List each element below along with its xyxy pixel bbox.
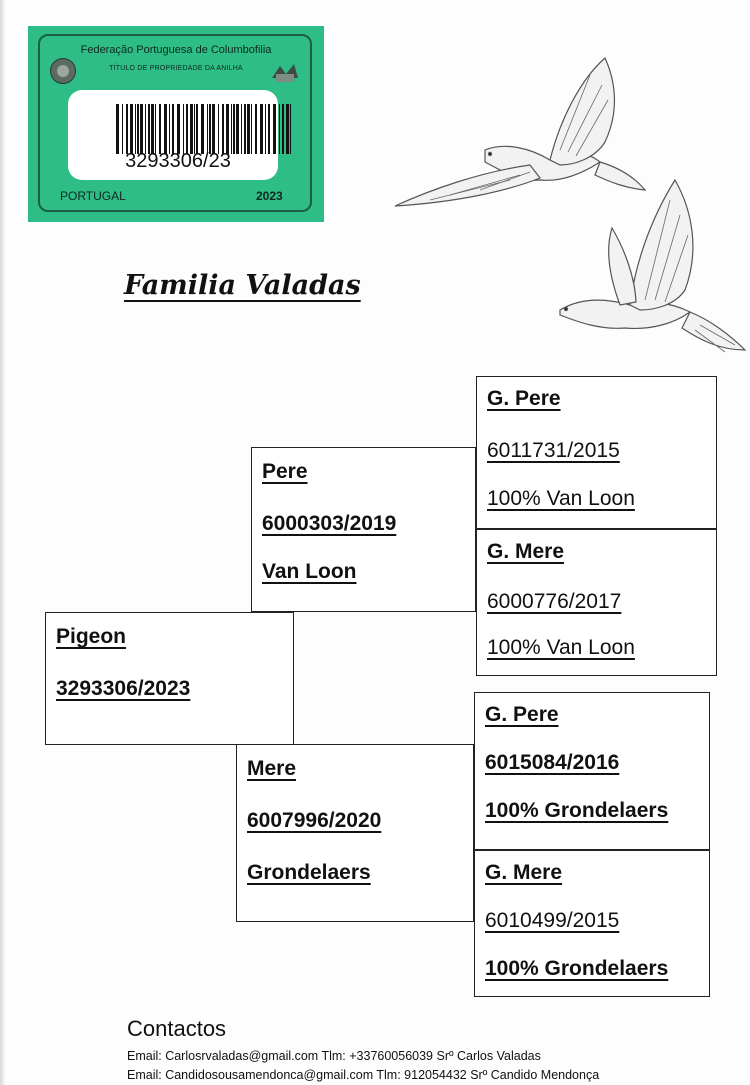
dam-dam-label: G. Mere: [485, 861, 563, 884]
barcode: [116, 104, 292, 154]
doves-illustration: [390, 50, 750, 365]
dam-dam-ring: 6010499/2015: [485, 909, 620, 932]
card-country: PORTUGAL: [60, 189, 126, 203]
sire-sire-label: G. Pere: [487, 387, 561, 410]
card-organization: Federação Portuguesa de Columbofilia: [80, 44, 272, 56]
dam-dam-breed: 100% Grondelaers: [485, 957, 669, 980]
dam-dam-box: [474, 850, 710, 997]
sire-box: [251, 447, 476, 612]
ring-ownership-card: [28, 26, 324, 222]
sire-dam-ring: 6000776/2017: [487, 590, 622, 613]
dam-sire-label: G. Pere: [485, 703, 559, 726]
sire-ring: 6000303/2019: [262, 512, 397, 535]
family-title: Familia Valadas: [124, 270, 361, 301]
barcode-panel: [68, 90, 278, 180]
dam-breed: Grondelaers: [247, 861, 371, 884]
dam-sire-ring: 6015084/2016: [485, 751, 620, 774]
dam-label: Mere: [247, 757, 297, 780]
dam-sire-box: [474, 692, 710, 850]
pigeon-box: [45, 612, 294, 745]
sire-sire-breed: 100% Van Loon: [487, 487, 635, 510]
sire-dam-breed: 100% Van Loon: [487, 636, 635, 659]
sire-label: Pere: [262, 460, 308, 483]
dam-sire-breed: 100% Grondelaers: [485, 799, 669, 822]
barcode-number: 3293306/23: [125, 150, 231, 172]
pigeon-label: Pigeon: [56, 625, 127, 648]
scan-edge: [0, 0, 6, 1085]
contact-line-1: Email: Carlosrvaladas@gmail.com Tlm: +33760056039 Srº Carlos Valadas: [127, 1049, 541, 1063]
sire-sire-ring: 6011731/2015: [487, 439, 620, 462]
sire-sire-box: [476, 376, 717, 529]
sire-dam-box: [476, 529, 717, 676]
sire-breed: Van Loon: [262, 560, 357, 583]
sire-dam-label: G. Mere: [487, 540, 565, 563]
contacts-heading: Contactos: [127, 1016, 227, 1041]
dam-box: [236, 744, 474, 922]
dam-ring: 6007996/2020: [247, 809, 382, 832]
card-year: 2023: [256, 189, 283, 203]
contact-line-2: Email: Candidosousamendonca@gmail.com Tlm: 912054432 Srº Candido Mendonça: [127, 1068, 600, 1082]
card-subtitle: TÍTULO DE PROPRIEDADE DA ANILHA: [109, 65, 243, 72]
pigeon-ring: 3293306/2023: [56, 677, 191, 700]
